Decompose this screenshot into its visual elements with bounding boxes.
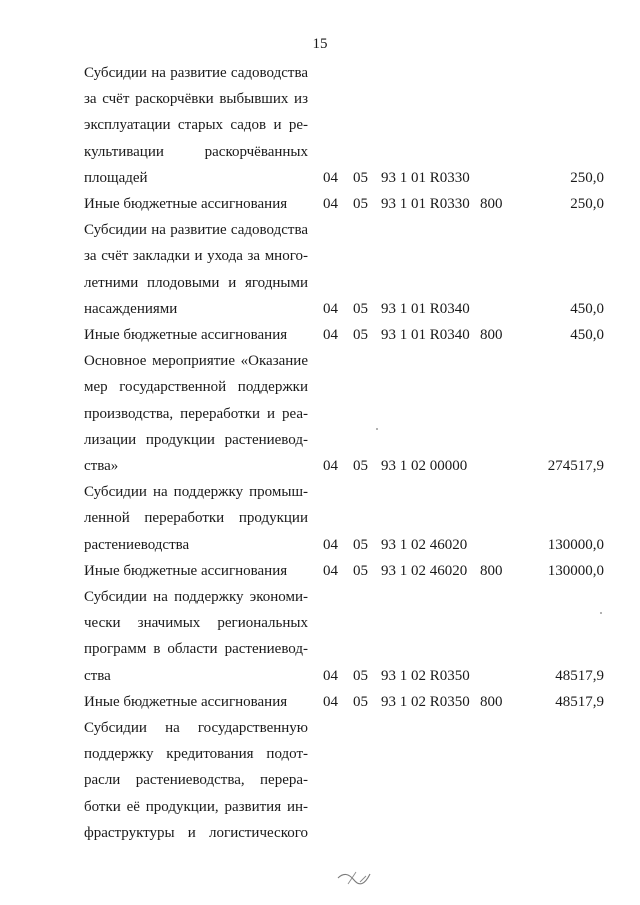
scan-speck	[376, 428, 378, 430]
row-description	[84, 348, 308, 479]
description-line: Иные бюджетные ассигнования	[84, 562, 288, 579]
amount: 450,0	[570, 327, 604, 343]
section-code: 04	[323, 693, 338, 710]
description-line: летними плодовыми и ягодными	[84, 274, 308, 291]
amount: 250,0	[570, 196, 604, 212]
target-article-code: 93 1 01 R0340	[381, 300, 470, 317]
row-description	[84, 715, 308, 846]
description-line: ленной переработки продукции	[84, 510, 308, 527]
table-row	[0, 715, 640, 846]
subsection-code: 05	[353, 536, 368, 553]
section-code: 04	[323, 300, 338, 317]
scan-speck	[600, 612, 602, 614]
description-line: культивации раскорчёванных	[84, 143, 308, 160]
section-code: 04	[323, 667, 338, 684]
target-article-code: 93 1 01 R0330	[381, 196, 470, 212]
description-line: Субсидии на развитие садоводства	[84, 222, 308, 239]
ink-mark	[334, 866, 378, 888]
subsection-code: 05	[353, 562, 368, 579]
description-line: Иные бюджетные ассигнования	[84, 196, 288, 212]
amount: 48517,9	[555, 693, 604, 710]
row-description	[84, 322, 308, 348]
table-row	[0, 217, 640, 322]
table-row	[0, 584, 640, 689]
section-code: 04	[323, 457, 338, 474]
target-article-code: 93 1 02 00000	[381, 457, 468, 474]
description-line: за счёт закладки и ухода за много-	[84, 248, 308, 265]
description-line: насаждениями	[84, 300, 178, 317]
description-line: Субсидии на поддержку экономи-	[84, 589, 308, 605]
description-line: чески значимых региональных	[84, 615, 308, 632]
subsection-code: 05	[353, 667, 368, 684]
subsection-code: 05	[353, 327, 368, 343]
description-line: Иные бюджетные ассигнования	[84, 693, 288, 710]
expense-type-code: 800	[480, 196, 503, 212]
row-description	[84, 558, 308, 584]
target-article-code: 93 1 02 R0350	[381, 693, 470, 710]
table-row	[0, 348, 640, 479]
table-row	[0, 558, 640, 584]
amount: 130000,0	[547, 562, 604, 579]
description-line: Основное мероприятие «Оказание	[84, 353, 308, 370]
table-row	[0, 479, 640, 558]
description-line: площадей	[84, 169, 148, 186]
description-line: мер государственной поддержки	[84, 379, 308, 396]
row-description	[84, 479, 308, 558]
subsection-code: 05	[353, 300, 368, 317]
table-row	[0, 689, 640, 715]
row-description	[84, 689, 308, 715]
description-line: расли растениеводства, перера-	[84, 772, 308, 789]
amount: 274517,9	[547, 457, 604, 474]
table-row	[0, 322, 640, 348]
description-line: Субсидии на государственную	[84, 720, 308, 736]
description-line: лизации продукции растениевод-	[84, 431, 308, 448]
amount: 450,0	[570, 300, 604, 317]
page-number: 15	[312, 36, 328, 52]
row-description	[84, 584, 308, 689]
description-line: фраструктуры и логистического	[84, 824, 308, 841]
table-row	[0, 191, 640, 217]
subsection-code: 05	[353, 457, 368, 474]
amount: 48517,9	[555, 667, 604, 684]
description-line: Иные бюджетные ассигнования	[84, 327, 288, 343]
description-line: эксплуатации старых садов и ре-	[84, 117, 308, 134]
subsection-code: 05	[353, 169, 368, 186]
description-line: за счёт раскорчёвки выбывших из	[84, 91, 308, 108]
expense-type-code: 800	[480, 693, 503, 710]
description-line: ботки её продукции, развития ин-	[84, 798, 308, 815]
row-description	[84, 191, 308, 217]
target-article-code: 93 1 02 46020	[381, 562, 468, 579]
amount: 250,0	[570, 169, 604, 186]
section-code: 04	[323, 196, 338, 212]
expense-type-code: 800	[480, 327, 503, 343]
description-line: Субсидии на поддержку промыш-	[84, 484, 308, 501]
section-code: 04	[323, 562, 338, 579]
target-article-code: 93 1 02 46020	[381, 536, 468, 553]
description-line: растениеводства	[84, 536, 190, 553]
target-article-code: 93 1 01 R0340	[381, 327, 470, 343]
row-description	[84, 217, 308, 322]
description-line: ства	[84, 667, 111, 684]
description-line: производства, переработки и реа-	[84, 405, 308, 422]
subsection-code: 05	[353, 196, 368, 212]
section-code: 04	[323, 536, 338, 553]
amount: 130000,0	[547, 536, 604, 553]
description-line: программ в области растениевод-	[84, 641, 308, 658]
table-row	[0, 60, 640, 191]
section-code: 04	[323, 327, 338, 343]
row-description	[84, 60, 308, 191]
description-line: Субсидии на развитие садоводства	[84, 65, 308, 81]
target-article-code: 93 1 01 R0330	[381, 169, 470, 186]
section-code: 04	[323, 169, 338, 186]
description-line: поддержку кредитования подот-	[84, 746, 308, 763]
expense-type-code: 800	[480, 562, 503, 579]
description-line: ства»	[84, 457, 119, 474]
target-article-code: 93 1 02 R0350	[381, 667, 470, 684]
subsection-code: 05	[353, 693, 368, 710]
